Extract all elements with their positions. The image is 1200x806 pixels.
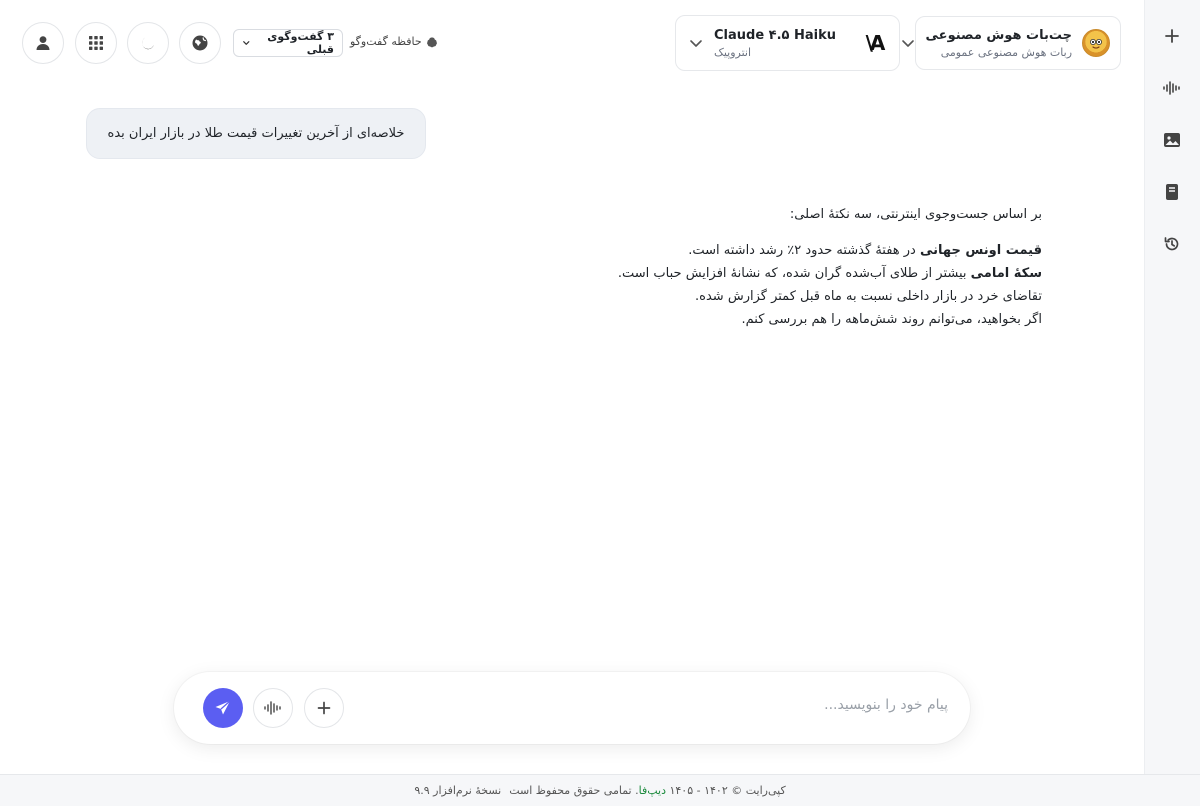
bot-subtitle: ربات هوش مصنوعی عمومی (940, 45, 1072, 59)
moon-icon (140, 35, 156, 51)
footer-version: نسخهٔ نرم‌افزار ۹.۹ (414, 784, 502, 797)
footer-brand-link[interactable]: دیپ‌فا (638, 784, 666, 797)
model-provider: انتروپیک (714, 45, 752, 59)
voice-wave-icon (263, 700, 283, 716)
assistant-line: قیمت اونس جهانی در هفتهٔ گذشته حدود ۲٪ رشد داشته است. (688, 243, 1042, 258)
footer-copyright: کپی‌رایت © ۱۴۰۲ - ۱۴۰۵ دیپ‌فا. تمامی حقوق محفوظ است (509, 784, 786, 797)
assistant-line: تقاضای خرد در بازار داخلی نسبت به ماه قبل کمتر گزارش شده. (695, 289, 1042, 304)
brain-icon (426, 36, 438, 48)
send-button[interactable] (203, 688, 243, 728)
memory-label: حافظه گفت‌وگو (350, 35, 422, 48)
attach-button[interactable] (304, 688, 344, 728)
history-icon (1163, 235, 1181, 253)
assistant-message (482, 203, 1042, 331)
book-icon (1164, 183, 1180, 201)
footer (0, 774, 1200, 806)
previous-conversations-select[interactable] (233, 29, 343, 57)
sidebar-item-history[interactable] (1158, 230, 1186, 258)
plus-icon (317, 701, 331, 715)
bot-avatar (1082, 29, 1110, 57)
user-account-button[interactable] (22, 22, 64, 64)
bot-title: چت‌بات هوش مصنوعی (925, 27, 1072, 43)
assistant-line: اگر بخواهید، می‌توانم روند شش‌ماهه را هم بررسی کنم. (741, 312, 1042, 327)
voice-input-button[interactable] (253, 688, 293, 728)
user-icon (35, 35, 51, 51)
model-name: Claude ۴.۵ Haiku (714, 27, 837, 43)
chevron-down-icon (900, 35, 916, 51)
image-icon (1163, 132, 1181, 148)
right-sidebar (1144, 0, 1200, 774)
previous-conversations-value: ۳ گفت‌وگوی قبلی (267, 30, 334, 56)
theme-toggle-button[interactable] (127, 22, 169, 64)
model-selector[interactable] (675, 15, 900, 71)
sidebar-item-voice[interactable] (1158, 74, 1186, 102)
bot-selector[interactable] (915, 16, 1121, 70)
assistant-line: سکهٔ امامی بیشتر از طلای آب‌شده گران شده، که نشانهٔ افزایش حباب است. (617, 266, 1042, 281)
bot-info (926, 28, 1072, 59)
sidebar-item-images[interactable] (1158, 126, 1186, 154)
send-icon (214, 699, 232, 717)
web-search-button[interactable] (179, 22, 221, 64)
apps-grid-icon (89, 36, 103, 50)
conversation-memory (350, 35, 438, 48)
model-info (714, 28, 851, 59)
anthropic-logo-icon: A\ (865, 31, 883, 55)
assistant-intro: بر اساس جست‌وجوی اینترنتی، سه نکتهٔ اصلی: (789, 207, 1042, 222)
sidebar-item-library[interactable] (1158, 178, 1186, 206)
message-composer (174, 672, 970, 744)
user-message-text: خلاصه‌ای از آخرین تغییرات قیمت طلا در بازار ایران بده (107, 126, 405, 141)
chevron-down-icon (688, 35, 704, 51)
message-input[interactable]: پیام خود را بنویسید... (824, 697, 948, 713)
user-message (86, 108, 426, 159)
chevron-down-icon (242, 38, 251, 48)
robot-face-icon (1087, 34, 1105, 52)
voice-wave-icon (1162, 80, 1182, 96)
globe-icon (191, 34, 209, 52)
plus-icon (1164, 28, 1180, 44)
new-chat-button[interactable] (1158, 22, 1186, 50)
apps-button[interactable] (75, 22, 117, 64)
